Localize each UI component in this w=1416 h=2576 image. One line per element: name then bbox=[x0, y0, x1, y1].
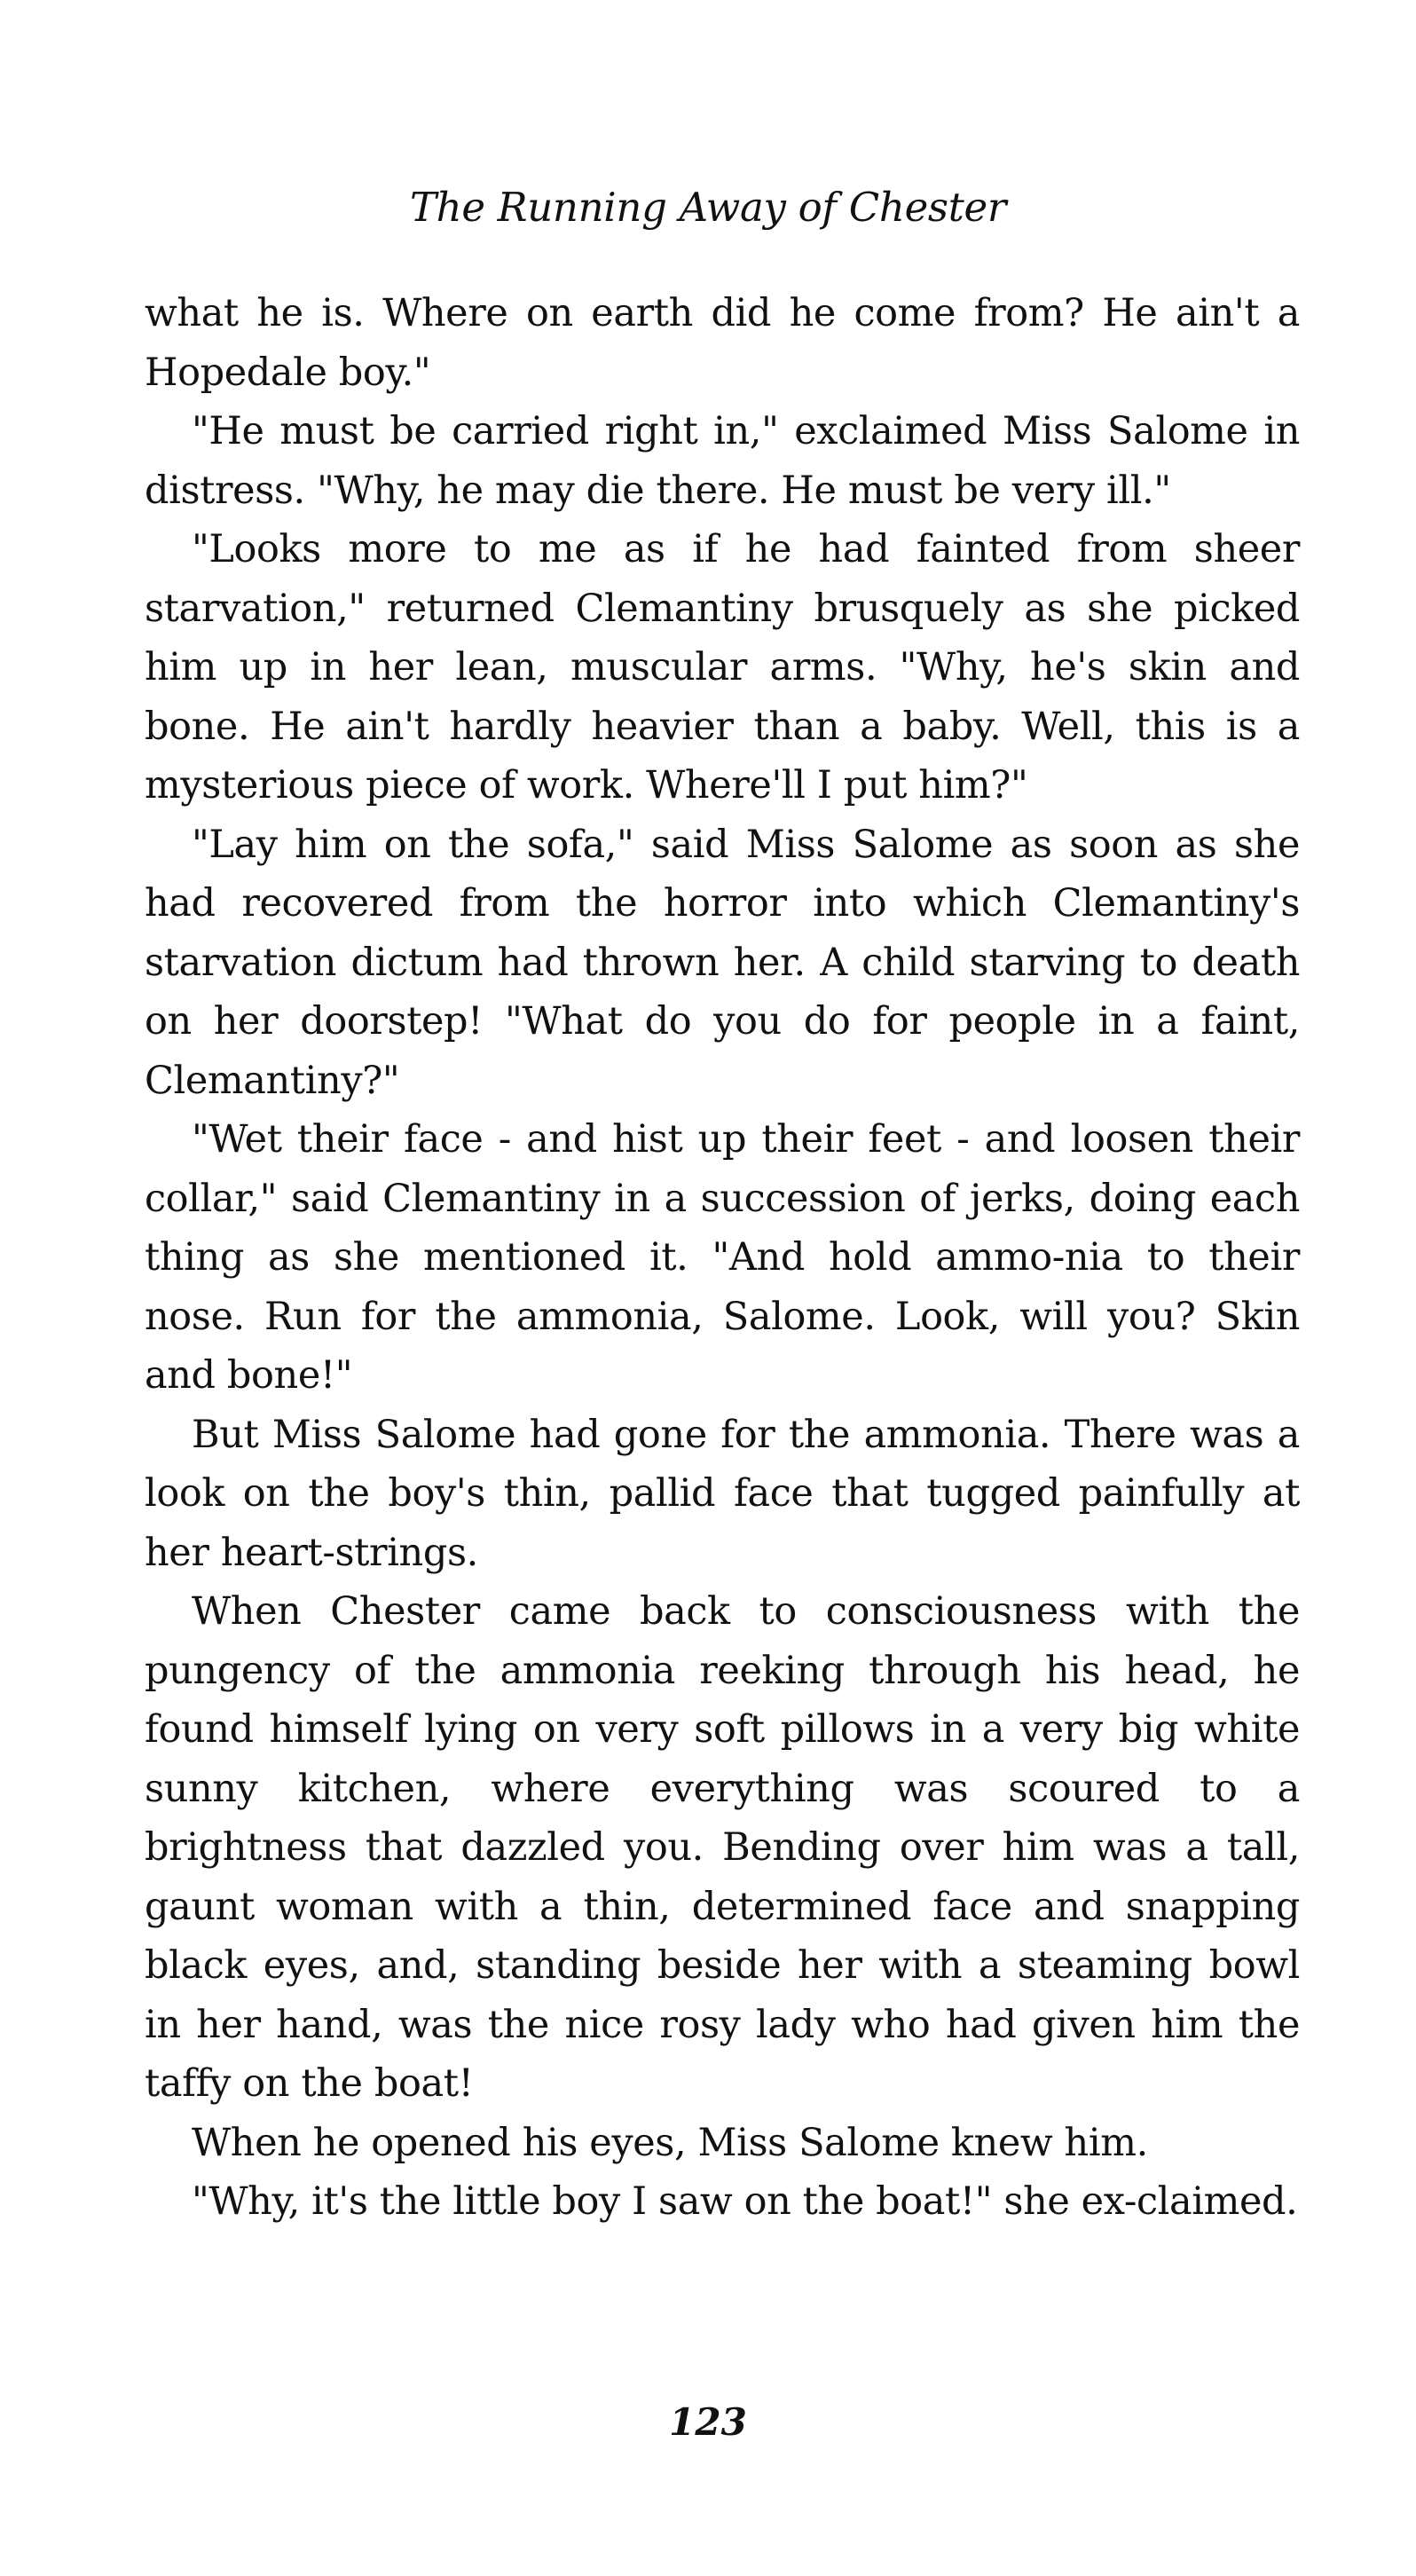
paragraph: When he opened his eyes, Miss Salome knew him. bbox=[192, 2120, 1148, 2165]
paragraph: But Miss Salome had gone for the ammonia. There was a look on the boy's thin, pallid face that tugged painfully at her heart-strings. bbox=[145, 1412, 1300, 1575]
paragraph: "He must be carried right in," exclaimed Miss Salome in distress. "Why, he may die there. He must be very ill." bbox=[145, 409, 1300, 513]
page-number: 123 bbox=[669, 2400, 747, 2444]
running-title: The Running Away of Chester bbox=[409, 184, 1007, 231]
paragraph: "Wet their face - and hist up their feet - and loosen their collar," said Clemantiny in a succession of jerks, doing each thing as she mentioned it. "And hold ammo-nia to their nose. Run for the ammonia, Salome. Look, will you? Skin and bone!" bbox=[145, 1117, 1300, 1398]
body-text bbox=[145, 284, 1300, 2232]
paragraph: what he is. Where on earth did he come from? He ain't a Hopedale boy." bbox=[145, 291, 1300, 395]
paragraph: "Why, it's the little boy I saw on the boat!" she ex-claimed. bbox=[192, 2179, 1298, 2224]
paragraph: "Lay him on the sofa," said Miss Salome as soon as she had recovered from the horror into which Clemantiny's starvation dictum had thrown her. A child starving to death on her doorstep! "What do you do for people in a faint, Clemantiny?" bbox=[145, 822, 1300, 1103]
paragraph: When Chester came back to consciousness with the pungency of the ammonia reeking through his head, he found himself lying on very soft pillows in a very big white sunny kitchen, where everything was scoured to a brightness that dazzled you. Bending over him was a tall, gaunt woman with a thin, determined face and snapping black eyes, and, standing beside her with a steaming bowl in her hand, was the nice rosy lady who had given him the taffy on the boat! bbox=[145, 1589, 1300, 2106]
paragraph: "Looks more to me as if he had fainted from sheer starvation," returned Clemantiny brusquely as she picked him up in her lean, muscular arms. "Why, he's skin and bone. He ain't hardly heavier than a baby. Well, this is a mysterious piece of work. Where'll I put him?" bbox=[145, 527, 1300, 807]
